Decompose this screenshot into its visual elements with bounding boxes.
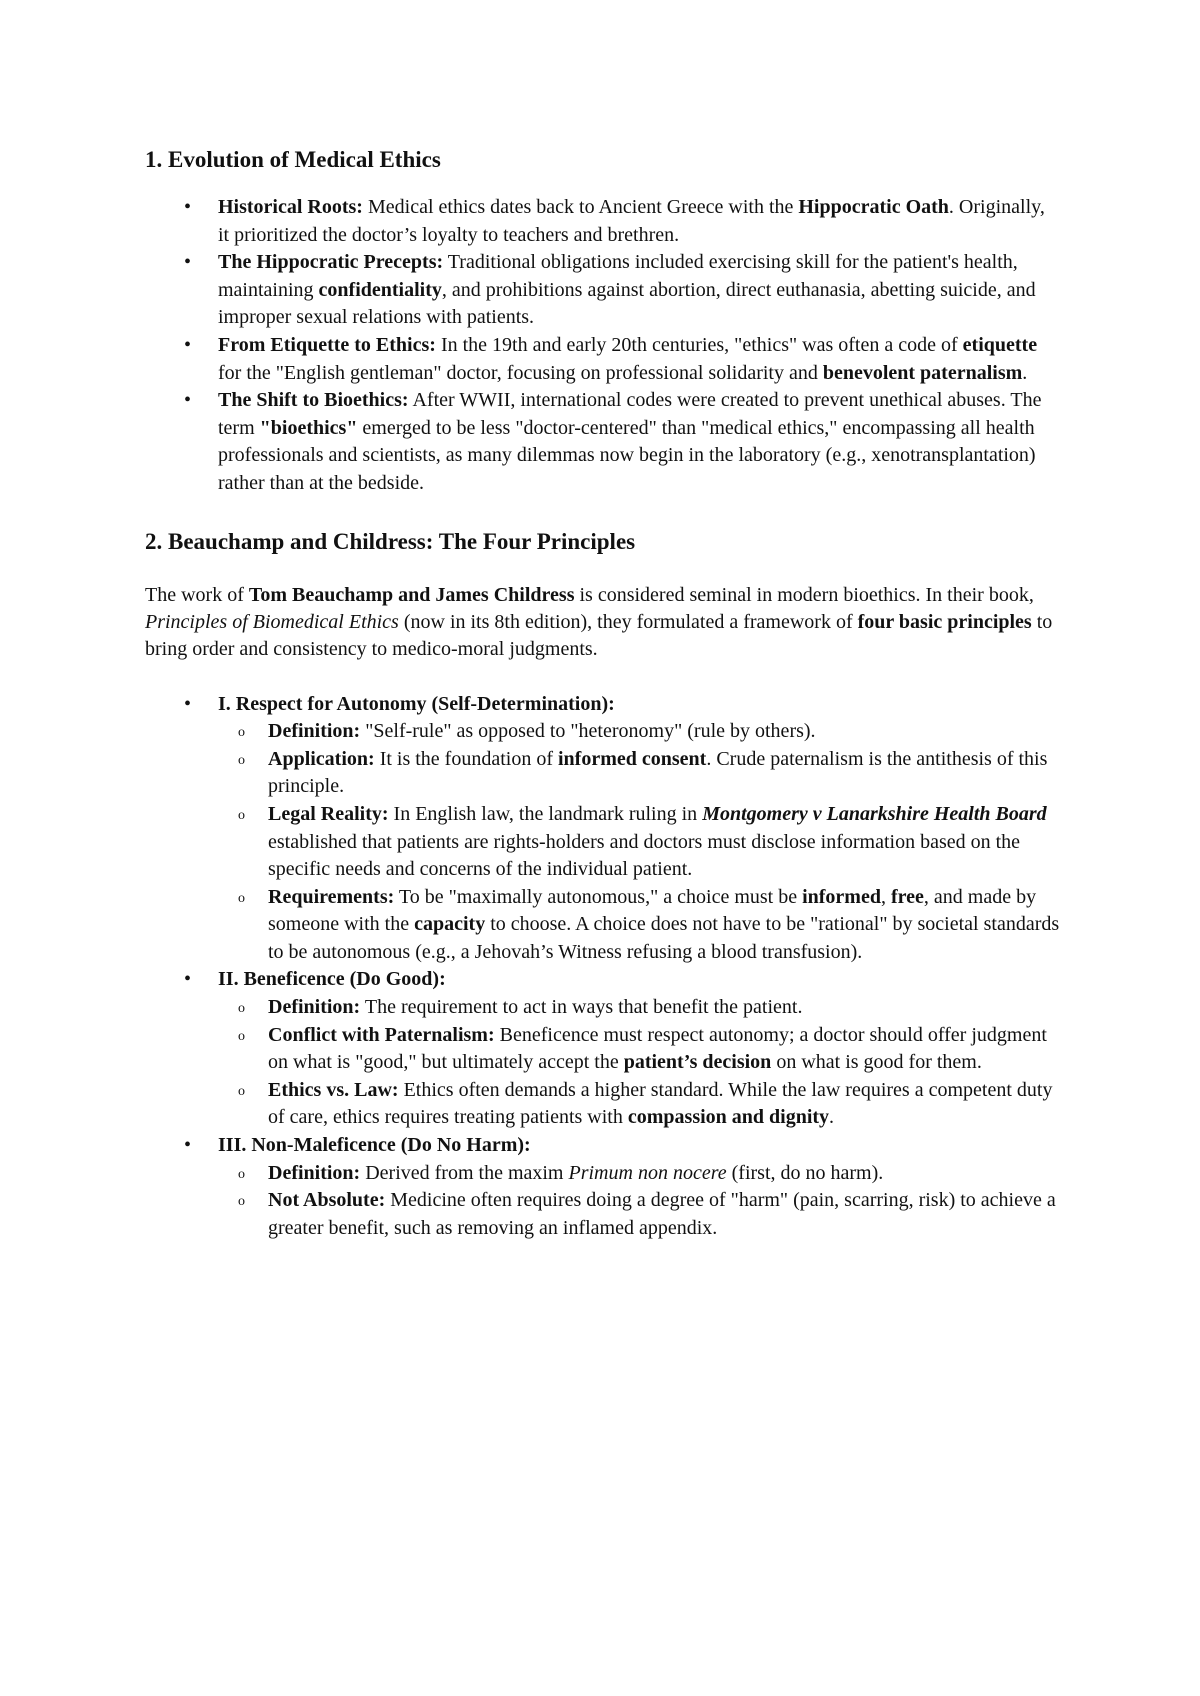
principle-autonomy: • I. Respect for Autonomy (Self-Determination): o Definition: "Self-rule" as opposed to "heteronomy" (rule by others). o Application: It is the foundation of informed consent. Crude paternalism is the antithesis of this principle. o Legal Reality: In English law, the landmark ruling in Montgomery v Lanarkshire Health Board established that patients are rights-holders and doctors must disclose information based on the specific needs and concerns of the individual patient. o Requirements: To be "maximally autonomous," a choice must be informed, free, and made by someone with the capacity to choose. A choice does not have to be "rational" by societal standards to be autonomous (e.g., a Jehovah’s Witness refusing a blood transfusion). [145,691,1060,967]
section-2-intro: The work of Tom Beauchamp and James Childress is considered seminal in modern bioethics. In their book, Principles of Biomedical Ethics (now in its 8th edition), they formulated a framework of four basic principles to bring order and consistency to medico-moral judgments. [145,583,1053,660]
sub-list [218,718,1060,966]
sub-bullet: o [238,752,245,768]
bullet: • [184,1134,192,1157]
sub-bullet: o [238,1001,245,1017]
bullet: • [184,333,192,356]
sub-item: o Conflict with Paternalism: Beneficence must respect autonomy; a doctor should offer judgment on what is "good," but ultimately accept the patient’s decision on what is good for them. [238,1023,1047,1074]
list-item: • From Etiquette to Ethics: In the 19th and early 20th centuries, "ethics" was often a code of etiquette for the "English gentleman" doctor, focusing on professional solidarity and benevolent paternalism. [184,333,1038,384]
list-item: • The Hippocratic Precepts: Traditional obligations included exercising skill for the patient's health, maintaining confidentiality, and prohibitions against abortion, direct euthanasia, abetting suicide, and improper sexual relations with patients. [184,251,1036,329]
section-1-heading: 1. Evolution of Medical Ethics [145,147,441,172]
sub-bullet: o [238,1166,245,1182]
section-1-list [145,194,1060,498]
sub-item: o Application: It is the foundation of informed consent. Crude paternalism is the antithesis of this principle. [238,747,1048,798]
sub-item: o Definition: "Self-rule" as opposed to "heteronomy" (rule by others). [218,718,1060,746]
principles-list [145,691,1060,1243]
sub-list [218,1160,1060,1243]
document-page [145,146,1060,1242]
sub-item: o Requirements: To be "maximally autonomous," a choice must be informed, free, and made by someone with the capacity to choose. A choice does not have to be "rational" by societal standards to be autonomous (e.g., a Jehovah’s Witness refusing a blood transfusion). [238,885,1060,963]
principle-beneficence: • II. Beneficence (Do Good): o Definition: The requirement to act in ways that benefit the patient. o Conflict with Paternalism: Beneficence must respect autonomy; a doctor should offer judgment on what is "good," but ultimately accept the patient’s decision on what is good for them. o Ethics vs. Law: Ethics often demands a higher standard. While the law requires a competent duty of care, ethics requires treating patients with compassion and dignity. [145,966,1060,1132]
bullet: • [184,692,192,715]
sub-bullet: o [238,725,245,741]
sub-item: o Definition: Derived from the maxim Primum non nocere (first, do no harm). [218,1160,1060,1188]
list-item: • The Shift to Bioethics: After WWII, international codes were created to prevent unethical abuses. The term "bioethics" emerged to be less "doctor-centered" than "medical ethics," encompassing all health professionals and scientists, as many dilemmas now begin in the laboratory (e.g., xenotransplantation) rather than at the bedside. [184,389,1042,494]
sub-item: o Legal Reality: In English law, the landmark ruling in Montgomery v Lanarkshire Health Board established that patients are rights-holders and doctors must disclose information based on the specific needs and concerns of the individual patient. [238,802,1047,881]
principle-non-maleficence: • III. Non-Maleficence (Do No Harm): o Definition: Derived from the maxim Primum non nocere (first, do no harm). o Not Absolute: Medicine often requires doing a degree of "harm" (pain, scarring, risk) to achieve a greater benefit, such as removing an inflamed appendix. [145,1132,1060,1242]
sub-list [218,994,1060,1132]
sub-bullet: o [238,807,245,823]
list-item: • Historical Roots: Medical ethics dates back to Ancient Greece with the Hippocratic Oath. Originally, it prioritized the doctor’s loyalty to teachers and brethren. [184,196,1045,246]
bullet: • [184,251,192,274]
sub-item: o Not Absolute: Medicine often requires doing a degree of "harm" (pain, scarring, risk) to achieve a greater benefit, such as removing an inflamed appendix. [238,1189,1056,1239]
sub-item: o Ethics vs. Law: Ethics often demands a higher standard. While the law requires a competent duty of care, ethics requires treating patients with compassion and dignity. [238,1078,1053,1129]
bullet: • [184,196,192,218]
sub-bullet: o [238,1083,245,1099]
section-2-heading: 2. Beauchamp and Childress: The Four Principles [145,528,636,554]
bullet: • [184,968,192,991]
sub-bullet: o [238,1194,245,1210]
sub-bullet: o [238,1028,245,1044]
sub-item: o Definition: The requirement to act in ways that benefit the patient. [218,994,1060,1022]
bullet: • [184,389,192,412]
sub-bullet: o [238,890,245,906]
